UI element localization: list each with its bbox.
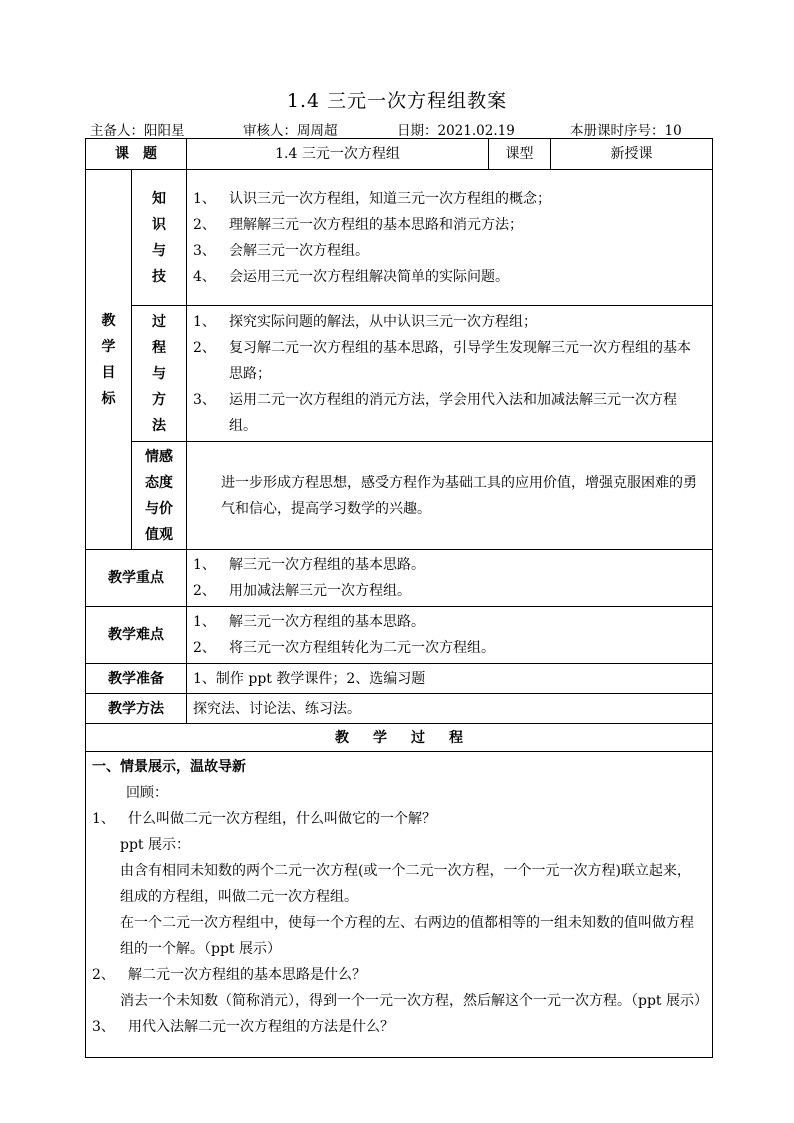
item-number: 2、 — [193, 583, 216, 599]
item-number: 1、 — [193, 313, 216, 330]
preparation-text: 1、制作 ppt 教学课件；2、选编习题 — [187, 664, 713, 694]
item-text: 解二元一次方程组的基本思路是什么？ — [128, 967, 366, 983]
list-item — [193, 387, 704, 439]
process-header-row — [86, 724, 713, 752]
answer-2: 消去一个未知数（简称消元），得到一个一元一次方程，然后解这个一元一次方程。（ppt 展示） — [120, 993, 708, 1009]
item-number: 1、 — [193, 557, 216, 573]
date: 日期：2021.02.19 — [397, 123, 515, 139]
process-list — [187, 306, 713, 442]
item-number: 3、 — [193, 391, 216, 408]
label-char: 过 — [152, 313, 166, 330]
item-number: 2、 — [92, 967, 115, 983]
methods-row — [86, 694, 713, 724]
key-points-row — [86, 550, 713, 607]
item-text: 复习解二元一次方程组的基本思路，引导学生发现解三元一次方程组的基本思路； — [229, 339, 691, 382]
process-header: 教学过程 — [86, 724, 713, 752]
knowledge-list — [187, 170, 713, 306]
item-text: 将三元一次方程组转化为二元一次方程组。 — [229, 640, 495, 656]
label-char: 值观 — [145, 526, 173, 543]
emotion-label — [132, 442, 187, 550]
document-title: 1.4 三元一次方程组教案 — [286, 90, 508, 112]
label-char: 情感 — [145, 448, 173, 465]
item-text: 会运用三元一次方程组解决简单的实际问题。 — [229, 268, 509, 285]
item-text: 运用二元一次方程组的消元方法，学会用代入法和加减法解三元一次方程组。 — [229, 391, 677, 434]
type-label: 课型 — [489, 139, 551, 170]
item-text: 用代入法解二元一次方程组的方法是什么？ — [128, 1019, 394, 1035]
question-1 — [92, 806, 704, 832]
objectives-label — [86, 170, 132, 550]
methods-text: 探究法、讨论法、练习法。 — [187, 694, 713, 724]
list-item — [193, 309, 704, 335]
list-item — [193, 238, 704, 264]
lesson-number: 本册课时序号：10 — [570, 123, 682, 139]
process-label — [132, 306, 187, 442]
topic-row — [86, 139, 713, 170]
item-number: 1、 — [193, 614, 216, 630]
reviewer: 审核人：周周超 — [243, 123, 338, 139]
item-text: 认识三元一次方程组，知道三元一次方程组的概念； — [229, 190, 551, 207]
process-method-row — [86, 306, 713, 442]
list-item — [193, 264, 704, 290]
section-heading: 一、情景展示，温故导新 — [92, 759, 246, 775]
list-item — [193, 186, 704, 212]
list-item — [193, 552, 704, 578]
item-text: 理解解三元一次方程组的基本思路和消元方法； — [229, 216, 523, 233]
item-number: 1、 — [92, 811, 115, 827]
list-item — [193, 578, 704, 604]
difficulties-label: 教学难点 — [86, 607, 187, 664]
item-number: 2、 — [193, 339, 216, 356]
item-number: 3、 — [193, 242, 216, 259]
item-text: 什么叫做二元一次方程组，什么叫做它的一个解？ — [128, 811, 436, 827]
type-value: 新授课 — [551, 139, 713, 170]
label-char: 知 — [152, 190, 166, 207]
question-3 — [92, 1014, 704, 1040]
process-body-row — [86, 752, 713, 1058]
knowledge-row — [86, 170, 713, 306]
objectives-char: 目 — [101, 364, 116, 381]
item-text: 解三元一次方程组的基本思路。 — [229, 614, 425, 630]
label-char: 识 — [152, 216, 166, 233]
label-char: 与 — [152, 242, 166, 259]
item-text: 探究实际问题的解法，从中认识三元一次方程组； — [229, 313, 537, 330]
item-number: 4、 — [193, 268, 216, 285]
preparation-row — [86, 664, 713, 694]
label-char: 法 — [152, 417, 166, 434]
item-number: 1、 — [193, 190, 216, 207]
process-body — [86, 752, 713, 1058]
list-item — [193, 609, 704, 635]
item-number: 2、 — [193, 216, 216, 233]
ppt-show-label: ppt 展示： — [120, 837, 190, 853]
item-text: 解三元一次方程组的基本思路。 — [229, 557, 425, 573]
knowledge-label — [132, 170, 187, 306]
objectives-char: 标 — [101, 390, 116, 407]
topic-value: 1.4 三元一次方程组 — [187, 139, 489, 170]
key-points-list — [187, 550, 713, 607]
preparation-label: 教学准备 — [86, 664, 187, 694]
lesson-plan-table — [85, 138, 713, 1058]
label-char: 与 — [152, 365, 166, 382]
methods-label: 教学方法 — [86, 694, 187, 724]
item-number: 2、 — [193, 640, 216, 656]
label-char: 与价 — [145, 500, 173, 517]
list-item — [193, 212, 704, 238]
list-item — [193, 635, 704, 661]
topic-label: 课 题 — [86, 139, 187, 170]
item-text: 会解三元一次方程组。 — [229, 242, 369, 259]
difficulties-list — [187, 607, 713, 664]
document-meta — [90, 119, 706, 137]
emotion-text — [187, 442, 713, 550]
difficulties-row — [86, 607, 713, 664]
item-number: 3、 — [92, 1019, 115, 1035]
review-label: 回顾： — [126, 785, 168, 801]
key-points-label: 教学重点 — [86, 550, 187, 607]
definition-2: 在一个二元一次方程组中，使每一个方程的左、右两边的值都相等的一组未知数的值叫做方程组的一个解。（ppt 展示） — [120, 915, 694, 957]
emotion-row — [86, 442, 713, 550]
list-item — [193, 335, 704, 387]
item-text: 用加减法解三元一次方程组。 — [229, 583, 411, 599]
objectives-char: 学 — [101, 338, 116, 355]
definition-1: 由含有相同未知数的两个二元一次方程(或一个二元一次方程，一个一元一次方程)联立起来，组成的方程组，叫做二元一次方程组。 — [120, 863, 691, 905]
label-char: 态度 — [145, 474, 173, 491]
question-2 — [92, 962, 704, 988]
preparer: 主备人：阳阳星 — [90, 123, 185, 139]
label-char: 程 — [152, 339, 166, 356]
label-char: 技 — [152, 268, 166, 285]
objectives-char: 教 — [101, 312, 116, 329]
emotion-paragraph: 进一步形成方程思想，感受方程作为基础工具的应用价值，增强克服困难的勇气和信心，提高学习数学的兴趣。 — [221, 474, 697, 517]
label-char: 方 — [152, 391, 166, 408]
